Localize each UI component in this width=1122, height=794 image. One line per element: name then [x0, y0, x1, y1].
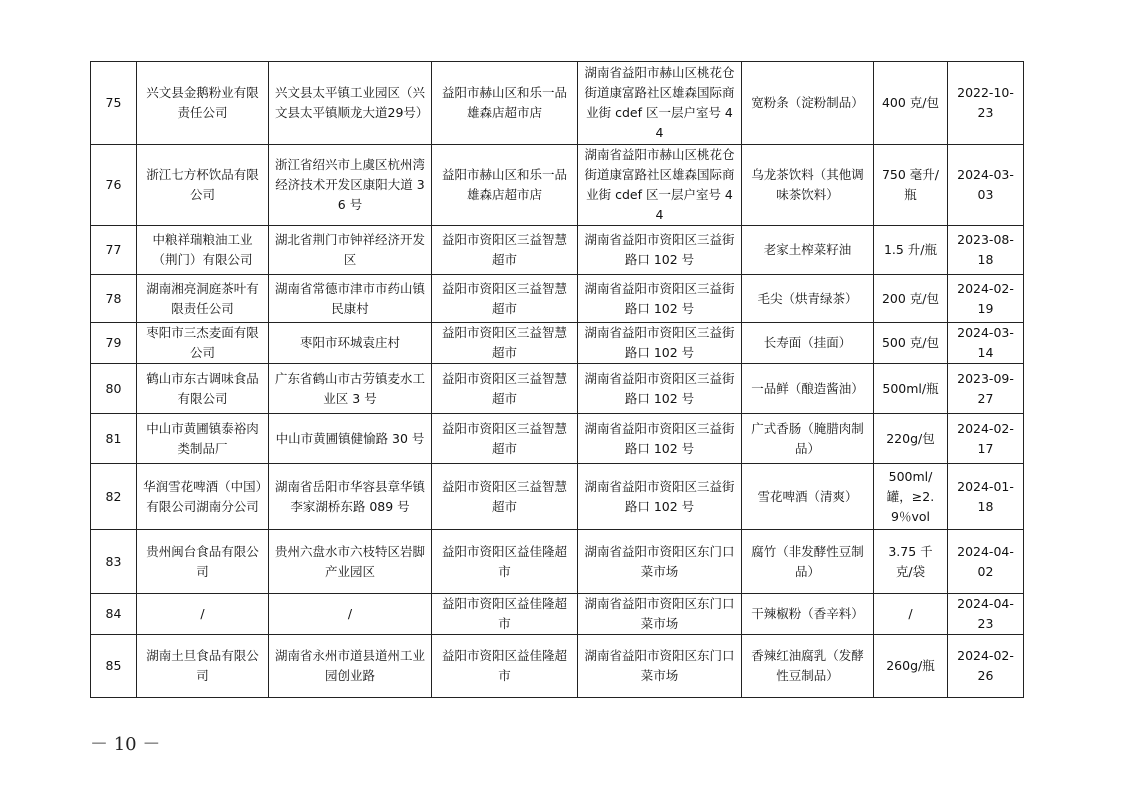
product-name: 干辣椒粉（香辛料） — [742, 594, 874, 635]
product-spec: 3.75 千克/袋 — [874, 530, 948, 594]
page-number: － 10 － — [90, 734, 161, 755]
seller-name: 益阳市赫山区和乐一品雄森店超市店 — [432, 145, 578, 226]
product-name: 香辣红油腐乳（发酵性豆制品） — [742, 635, 874, 698]
seller-address: 湖南省益阳市资阳区三益街路口 102 号 — [578, 323, 742, 364]
producer-address: 广东省鹤山市古劳镇麦水工业区 3 号 — [269, 364, 432, 414]
row-number: 84 — [91, 594, 137, 635]
production-date: 2024-02-17 — [948, 414, 1024, 464]
row-number: 85 — [91, 635, 137, 698]
production-date: 2022-10-23 — [948, 62, 1024, 145]
seller-address: 湖南省益阳市资阳区东门口菜市场 — [578, 594, 742, 635]
seller-name: 益阳市资阳区三益智慧超市 — [432, 226, 578, 275]
product-name: 广式香肠（腌腊肉制品） — [742, 414, 874, 464]
product-spec: 500 克/包 — [874, 323, 948, 364]
product-name: 毛尖（烘青绿茶） — [742, 275, 874, 323]
production-date: 2024-02-19 — [948, 275, 1024, 323]
seller-name: 益阳市资阳区益佳隆超市 — [432, 635, 578, 698]
seller-name: 益阳市资阳区三益智慧超市 — [432, 275, 578, 323]
producer-name: 浙江七方杯饮品有限公司 — [137, 145, 269, 226]
table-row — [91, 62, 1024, 145]
row-number: 79 — [91, 323, 137, 364]
producer-address: 湖北省荆门市钟祥经济开发区 — [269, 226, 432, 275]
producer-address: 中山市黄圃镇健愉路 30 号 — [269, 414, 432, 464]
product-spec: 500ml/瓶 — [874, 364, 948, 414]
table-row — [91, 635, 1024, 698]
seller-name: 益阳市资阳区三益智慧超市 — [432, 323, 578, 364]
row-number: 78 — [91, 275, 137, 323]
product-name: 一品鲜（酿造酱油） — [742, 364, 874, 414]
product-spec: / — [874, 594, 948, 635]
producer-address: / — [269, 594, 432, 635]
producer-address: 湖南省常德市津市市药山镇民康村 — [269, 275, 432, 323]
table-row — [91, 464, 1024, 530]
table-row — [91, 594, 1024, 635]
producer-name: 中山市黄圃镇泰裕肉类制品厂 — [137, 414, 269, 464]
table-row — [91, 275, 1024, 323]
producer-address: 枣阳市环城袁庄村 — [269, 323, 432, 364]
table-row — [91, 145, 1024, 226]
seller-address: 湖南省益阳市资阳区三益街路口 102 号 — [578, 275, 742, 323]
product-name: 宽粉条（淀粉制品） — [742, 62, 874, 145]
seller-name: 益阳市资阳区三益智慧超市 — [432, 464, 578, 530]
table-row — [91, 414, 1024, 464]
table-row — [91, 226, 1024, 275]
producer-address: 湖南省永州市道县道州工业园创业路 — [269, 635, 432, 698]
seller-address: 湖南省益阳市赫山区桃花仓街道康富路社区雄森国际商业街 cdef 区一层户室号 44 — [578, 145, 742, 226]
product-spec: 220g/包 — [874, 414, 948, 464]
row-number: 75 — [91, 62, 137, 145]
product-name: 老家土榨菜籽油 — [742, 226, 874, 275]
production-date: 2023-08-18 — [948, 226, 1024, 275]
row-number: 76 — [91, 145, 137, 226]
producer-name: 华润雪花啤酒（中国）有限公司湖南分公司 — [137, 464, 269, 530]
production-date: 2024-02-26 — [948, 635, 1024, 698]
table-row — [91, 530, 1024, 594]
production-date: 2023-09-27 — [948, 364, 1024, 414]
production-date: 2024-03-03 — [948, 145, 1024, 226]
seller-name: 益阳市资阳区三益智慧超市 — [432, 364, 578, 414]
producer-name: / — [137, 594, 269, 635]
producer-name: 枣阳市三杰麦面有限公司 — [137, 323, 269, 364]
producer-address: 兴文县太平镇工业园区（兴文县太平镇顺龙大道29号） — [269, 62, 432, 145]
production-date: 2024-01-18 — [948, 464, 1024, 530]
producer-name: 鹤山市东古调味食品有限公司 — [137, 364, 269, 414]
table-row — [91, 323, 1024, 364]
seller-name: 益阳市资阳区益佳隆超市 — [432, 530, 578, 594]
seller-address: 湖南省益阳市资阳区东门口菜市场 — [578, 635, 742, 698]
seller-address: 湖南省益阳市资阳区三益街路口 102 号 — [578, 226, 742, 275]
row-number: 80 — [91, 364, 137, 414]
sampling-table — [90, 61, 1024, 698]
row-number: 81 — [91, 414, 137, 464]
seller-name: 益阳市赫山区和乐一品雄森店超市店 — [432, 62, 578, 145]
product-spec: 500ml/罐，≥2.9％vol — [874, 464, 948, 530]
row-number: 83 — [91, 530, 137, 594]
product-name: 乌龙茶饮料（其他调味茶饮料） — [742, 145, 874, 226]
row-number: 77 — [91, 226, 137, 275]
product-spec: 1.5 升/瓶 — [874, 226, 948, 275]
product-spec: 400 克/包 — [874, 62, 948, 145]
product-name: 长寿面（挂面） — [742, 323, 874, 364]
row-number: 82 — [91, 464, 137, 530]
product-spec: 200 克/包 — [874, 275, 948, 323]
seller-address: 湖南省益阳市资阳区三益街路口 102 号 — [578, 464, 742, 530]
producer-name: 中粮祥瑞粮油工业（荆门）有限公司 — [137, 226, 269, 275]
product-spec: 750 毫升/瓶 — [874, 145, 948, 226]
producer-name: 兴文县金鹅粉业有限责任公司 — [137, 62, 269, 145]
producer-address: 浙江省绍兴市上虞区杭州湾经济技术开发区康阳大道 36 号 — [269, 145, 432, 226]
production-date: 2024-04-02 — [948, 530, 1024, 594]
seller-address: 湖南省益阳市资阳区三益街路口 102 号 — [578, 414, 742, 464]
product-name: 腐竹（非发酵性豆制品） — [742, 530, 874, 594]
producer-address: 贵州六盘水市六枝特区岩脚产业园区 — [269, 530, 432, 594]
seller-address: 湖南省益阳市资阳区东门口菜市场 — [578, 530, 742, 594]
producer-name: 湖南土旦食品有限公司 — [137, 635, 269, 698]
producer-address: 湖南省岳阳市华容县章华镇李家湖桥东路 089 号 — [269, 464, 432, 530]
producer-name: 贵州闽台食品有限公司 — [137, 530, 269, 594]
production-date: 2024-03-14 — [948, 323, 1024, 364]
product-spec: 260g/瓶 — [874, 635, 948, 698]
seller-name: 益阳市资阳区益佳隆超市 — [432, 594, 578, 635]
production-date: 2024-04-23 — [948, 594, 1024, 635]
table-row — [91, 364, 1024, 414]
seller-address: 湖南省益阳市赫山区桃花仓街道康富路社区雄森国际商业街 cdef 区一层户室号 44 — [578, 62, 742, 145]
producer-name: 湖南湘亮洞庭茶叶有限责任公司 — [137, 275, 269, 323]
seller-address: 湖南省益阳市资阳区三益街路口 102 号 — [578, 364, 742, 414]
product-name: 雪花啤酒（清爽） — [742, 464, 874, 530]
seller-name: 益阳市资阳区三益智慧超市 — [432, 414, 578, 464]
